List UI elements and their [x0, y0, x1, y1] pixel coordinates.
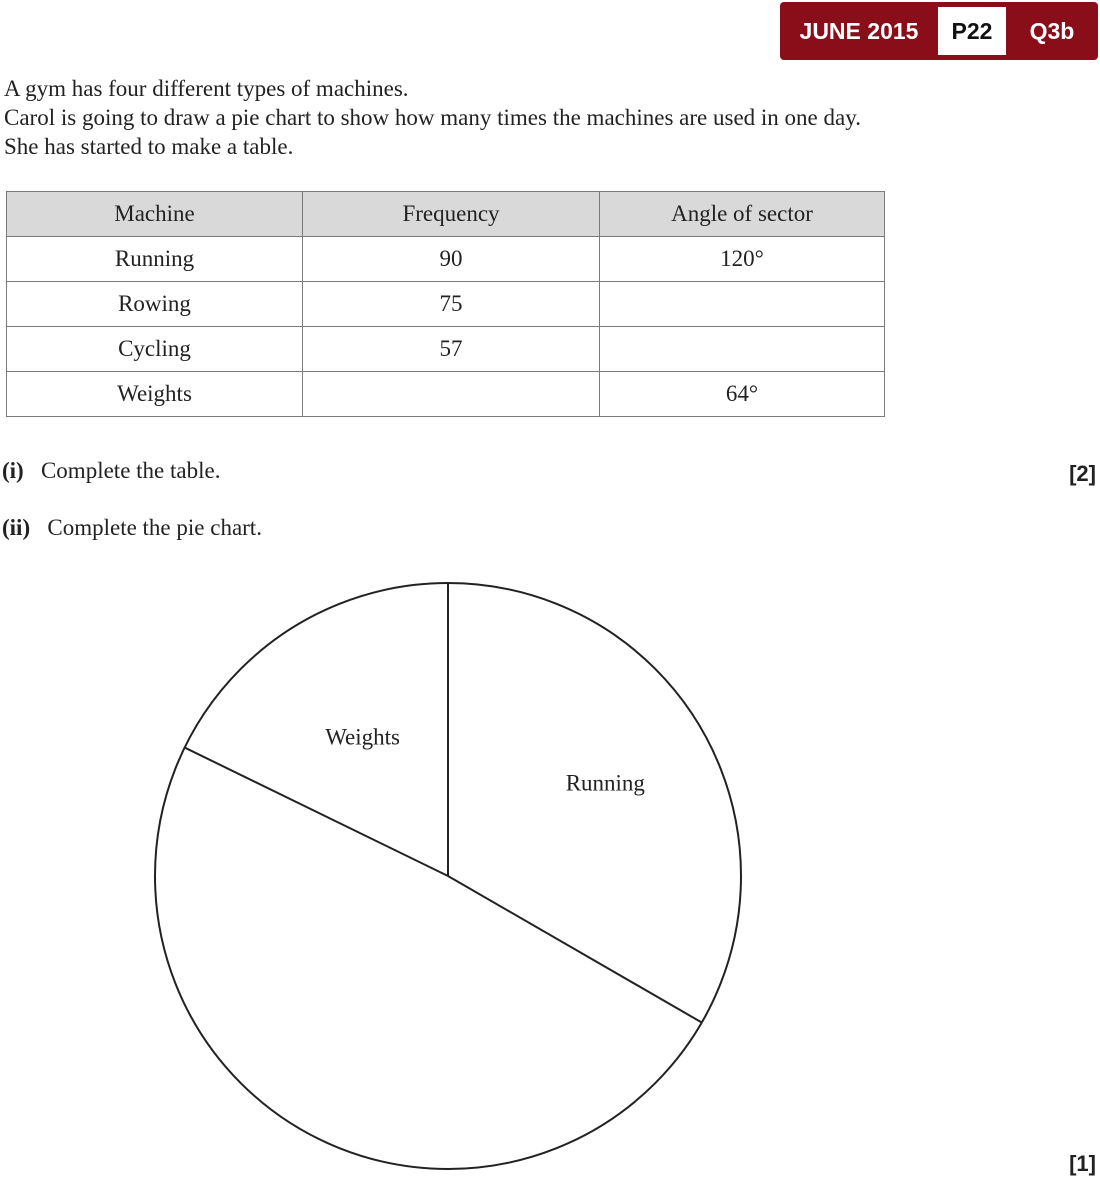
cell-machine: Running [7, 237, 303, 282]
exam-reference-badge [780, 2, 1098, 60]
question-intro [4, 74, 861, 161]
part-number: (i) [2, 458, 24, 483]
cell-machine: Rowing [7, 282, 303, 327]
cell-machine: Cycling [7, 327, 303, 372]
pie-labels [325, 725, 645, 796]
intro-line: A gym has four different types of machines. [4, 76, 409, 101]
intro-line: She has started to make a table. [4, 134, 294, 159]
part-ii [2, 515, 262, 541]
pie-sector-label: Weights [325, 724, 401, 750]
pie-chart[interactable] [0, 560, 760, 1178]
column-header-frequency: Frequency [303, 192, 600, 237]
table-row [7, 372, 885, 417]
table-row [7, 237, 885, 282]
part-text: Complete the table. [40, 458, 221, 483]
cell-frequency: 57 [303, 327, 600, 372]
pie-sector-label: Running [565, 770, 645, 796]
column-header-machine: Machine [7, 192, 303, 237]
intro-line: Carol is going to draw a pie chart to show how many times the machines are used in one day. [4, 105, 861, 130]
pie-radius [448, 876, 702, 1023]
exam-session: JUNE 2015 [799, 18, 919, 44]
paper-number: P22 [938, 7, 1006, 55]
table-row [7, 282, 885, 327]
cell-angle: 64° [600, 372, 885, 417]
marks-part-ii: [1] [1069, 1151, 1096, 1176]
table-row [7, 327, 885, 372]
cell-frequency: 90 [303, 237, 600, 282]
cell-angle[interactable] [600, 282, 885, 327]
question-number: Q3b [1029, 18, 1075, 44]
part-text: Complete the pie chart. [47, 515, 262, 540]
table-header-row [7, 192, 885, 237]
cell-frequency[interactable] [303, 372, 600, 417]
column-header-angle: Angle of sector [600, 192, 885, 237]
cell-angle: 120° [600, 237, 885, 282]
cell-angle[interactable] [600, 327, 885, 372]
marks-part-i: [2] [1069, 461, 1096, 486]
cell-frequency: 75 [303, 282, 600, 327]
frequency-table [6, 191, 885, 417]
part-number: (ii) [2, 515, 31, 540]
part-i [2, 458, 220, 484]
cell-machine: Weights [7, 372, 303, 417]
pie-radius [185, 748, 448, 876]
